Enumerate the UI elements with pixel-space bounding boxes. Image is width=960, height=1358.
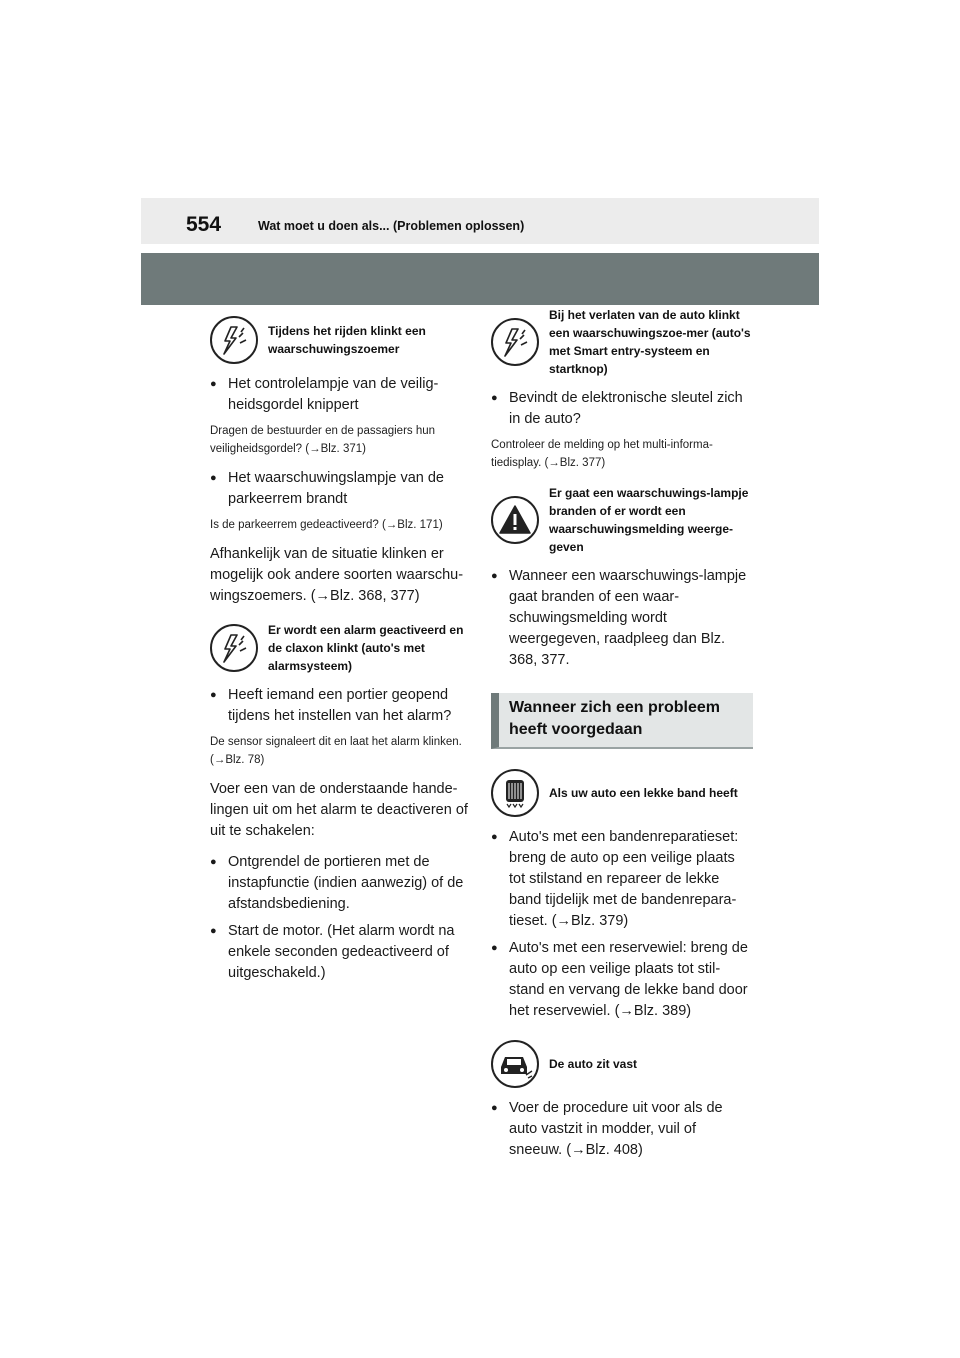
repair-kit-bullet: ● Auto's met een bandenreparatieset: breng de auto op een veilige plaats tot stilstand en repareer de lekke band tijdelijk met de bandenrepara-tieset. (→Blz. 379) bbox=[491, 827, 751, 932]
warning-light-block bbox=[491, 484, 751, 556]
stuck-car-block bbox=[491, 1040, 751, 1088]
spare-tire-bullet: ● Auto's met een reservewiel: breng de auto op een veilige plaats tot stil-stand en vervang de lekke band door het reservewiel. (→Blz. 389) bbox=[491, 938, 751, 1022]
other-buzzers-paragraph: Afhankelijk van de situatie klinken er mogelijk ook andere soorten waarschu-wingszoemers. (→Blz. 368, 377) bbox=[210, 546, 464, 604]
page-number: 554 bbox=[186, 213, 222, 236]
alarm-label: Er wordt een alarm geactiveerd en de claxon klinkt (auto's met alarmsysteem) bbox=[268, 623, 464, 673]
flat-tire-block bbox=[491, 769, 751, 817]
warning-buzzer-icon bbox=[210, 316, 258, 364]
multi-info-note: Controleer de melding op het multi-informa-tiedisplay. (→Blz. 377) bbox=[491, 439, 713, 469]
sensor-note: De sensor signaleert dit en laat het alarm klinken. (→Blz. 78) bbox=[210, 736, 462, 766]
leaving-vehicle-label: Bij het verlaten van de auto klinkt een waarschuwingszoe-mer (auto's met Smart entry-systeem en startknop) bbox=[549, 308, 751, 376]
flat-tire-label: Als uw auto een lekke band heeft bbox=[549, 786, 738, 800]
warning-light-bullet: ● Wanneer een waarschuwings-lampje gaat branden of een waar-schuwingsmelding wordt weergegeven, raadpleeg dan Blz. 368, 377. bbox=[491, 566, 751, 671]
seatbelt-note: Dragen de bestuurder en de passagiers hun veiligheidsgordel? (→Blz. 371) bbox=[210, 425, 436, 455]
door-opened-bullet: ● Heeft iemand een portier geopend tijdens het instellen van het alarm? bbox=[210, 685, 470, 727]
parking-brake-note: Is de parkeerrem gedeactiveerd? (→Blz. 171) bbox=[210, 519, 443, 531]
unlock-doors-bullet: ● Ontgrendel de portieren met de instapfunctie (indien aanwezig) of de afstandsbediening. bbox=[210, 852, 470, 915]
buzzer-while-driving-label: Tijdens het rijden klinkt een waarschuwingszoemer bbox=[268, 324, 426, 356]
flat-tire-icon bbox=[491, 769, 539, 817]
stuck-car-label: De auto zit vast bbox=[549, 1057, 638, 1071]
exclamation-warning-icon bbox=[491, 496, 539, 544]
alarm-buzzer-icon bbox=[210, 624, 258, 672]
start-engine-bullet: ● Start de motor. (Het alarm wordt na enkele seconden gedeactiveerd of uitgeschakeld.) bbox=[210, 921, 470, 984]
stuck-procedure-bullet: ● Voer de procedure uit voor als de auto vastzit in modder, vuil of sneeuw. (→Blz. 408) bbox=[491, 1098, 751, 1161]
right-column bbox=[491, 306, 751, 1167]
deactivate-alarm-paragraph: Voer een van de onderstaande hande-lingen uit om het alarm te deactiveren of uit te schakelen: bbox=[210, 781, 468, 839]
seatbelt-lamp-bullet: ● Het controlelampje van de veilig-heidsgordel knippert bbox=[210, 374, 470, 416]
warning-light-label: Er gaat een waarschuwings-lampje branden of er wordt een waarschuwingsmelding weerge-geven bbox=[549, 486, 749, 554]
electronic-key-bullet: ● Bevindt de elektronische sleutel zich in de auto? bbox=[491, 388, 751, 430]
stuck-car-icon bbox=[491, 1040, 539, 1088]
alarm-block bbox=[210, 621, 470, 675]
left-column bbox=[210, 316, 470, 990]
section-band bbox=[141, 253, 819, 305]
leaving-vehicle-block bbox=[491, 306, 751, 378]
problem-section-heading: Wanneer zich een probleem heeft voorgedaan bbox=[491, 693, 753, 749]
parking-brake-bullet: ● Het waarschuwingslampje van de parkeerrem brandt bbox=[210, 468, 470, 510]
key-buzzer-icon bbox=[491, 318, 539, 366]
chapter-title: Wat moet u doen als... (Problemen oplossen) bbox=[258, 219, 525, 233]
buzzer-while-driving-block bbox=[210, 316, 470, 364]
